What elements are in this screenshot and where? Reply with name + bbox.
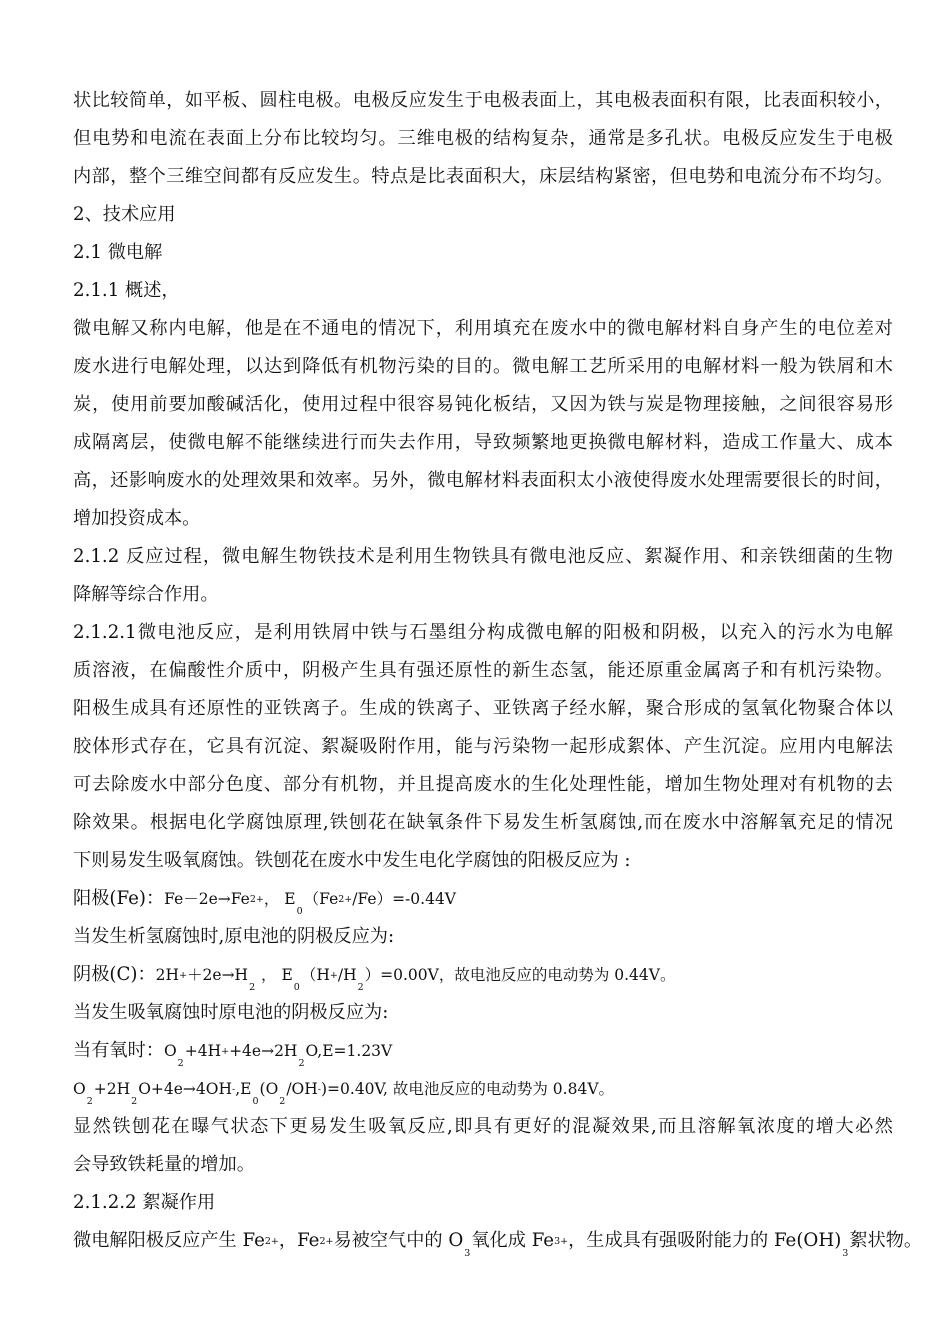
equation-label: 阳极(Fe)： <box>73 888 165 909</box>
paragraph-line: 质溶液，在偏酸性介质中，阴极产生具有强还原性的新生态氢，能还原重金属离子和有机污染物。 <box>73 660 893 681</box>
paragraph-line: 内部，整个三维空间都有反应发生。特点是比表面积大，床层结构紧密，但电势和电流分布不均匀。 <box>73 166 893 187</box>
paragraph-line-flocculation: 微电解阳极反应产生 Fe2+，Fe2+易被空气中的 $O_3$氧化成 Fe3+，生成具有强吸附能力的 $Fe(OH)_3$絮状物。 <box>73 1230 923 1259</box>
paragraph-line: 会导致铁耗量的增加。 <box>73 1154 255 1175</box>
paragraph-line: 增加投资成本。 <box>73 508 201 529</box>
paragraph-line: 下则易发生吸氧腐蚀。铁刨花在废水中发生电化学腐蚀的阳极反应为 : <box>73 850 631 871</box>
section-heading: 2、技术应用 <box>73 204 176 225</box>
cathode-hydrogen-equation: 阴极(C)：$2H++2e\to H_2$ ， $E_0(H+/H_2)=0.00V$，故电池反应的电动势为 0.44V。 <box>73 964 676 993</box>
cathode-oxygen-equation-2: $O_2+2H_2O+4e\to 4OH-,E_0(O_2/OH-)=0.40V$, 故电池反应的电动势为 0.84V。 <box>73 1080 615 1107</box>
paragraph-line: 成隔离层，使微电解不能继续进行而失去作用，导致频繁地更换微电解材料，造成工作量大、成本 <box>73 432 893 453</box>
paragraph-line: 但电势和电流在表面上分布比较均匀。三维电极的结构复杂，通常是多孔状。电极反应发生于电极 <box>73 128 893 149</box>
paragraph-line: 炭，使用前要加酸碱活化，使用过程中很容易钝化板结，又因为铁与炭是物理接触，之间很容易形 <box>73 394 893 415</box>
equation-label: 当有氧时： <box>73 1040 164 1061</box>
paragraph-line: 阳极生成具有还原性的亚铁离子。生成的铁离子、亚铁离子经水解，聚合形成的氢氧化物聚合体以 <box>73 698 893 719</box>
paragraph-line: 当发生析氢腐蚀时,原电池的阴极反应为: <box>73 926 395 947</box>
section-heading: 2.1.2.2 絮凝作用 <box>73 1192 216 1213</box>
paragraph-line: 2.1.2.1微电池反应，是利用铁屑中铁与石墨组分构成微电解的阳极和阴极，以充入的污水为电解 <box>73 622 893 643</box>
paragraph-line: 胶体形式存在，它具有沉淀、絮凝吸附作用，能与污染物一起形成絮体、产生沉淀。应用内电解法 <box>73 736 893 757</box>
paragraph-line: 除效果。根据电化学腐蚀原理,铁刨花在缺氧条件下易发生析氢腐蚀,而在废水中溶解氧充足的情况 <box>73 812 893 833</box>
paragraph-line: 废水进行电解处理，以达到降低有机物污染的目的。微电解工艺所采用的电解材料一般为铁屑和木 <box>73 356 893 377</box>
paragraph-line: 当发生吸氧腐蚀时原电池的阴极反应为: <box>73 1002 389 1023</box>
paragraph-line: 可去除废水中部分色度、部分有机物，并且提高废水的生化处理性能，增加生物处理对有机物的去 <box>73 774 893 795</box>
paragraph-line: 2.1.2 反应过程，微电解生物铁技术是利用生物铁具有微电池反应、絮凝作用、和亲铁细菌的生物 <box>73 546 893 567</box>
paragraph-line: 高，还影响废水的处理效果和效率。另外，微电解材料表面积太小液使得废水处理需要很长的时间， <box>73 470 893 491</box>
section-heading: 2.1.1 概述， <box>73 280 180 301</box>
anode-equation: 阳极(Fe)：Fe－2e→Fe2+， $E_0(Fe2+/Fe)=-0.44V$ <box>73 888 456 917</box>
cathode-oxygen-equation: 当有氧时：$O_2+4H++4e\to 2H_2O,E=1.23V$ <box>73 1040 393 1069</box>
equation-label: 阴极(C)： <box>73 964 156 985</box>
paragraph-line: 微电解又称内电解，他是在不通电的情况下，利用填充在废水中的微电解材料自身产生的电位差对 <box>73 318 893 339</box>
paragraph-line: 降解等综合作用。 <box>73 584 219 605</box>
paragraph-line: 显然铁刨花在曝气状态下更易发生吸氧反应,即具有更好的混凝效果,而且溶解氧浓度的增大必然 <box>73 1116 893 1137</box>
section-heading: 2.1 微电解 <box>73 242 163 263</box>
paragraph-line: 状比较简单，如平板、圆柱电极。电极反应发生于电极表面上，其电极表面积有限，比表面积较小， <box>73 90 893 111</box>
